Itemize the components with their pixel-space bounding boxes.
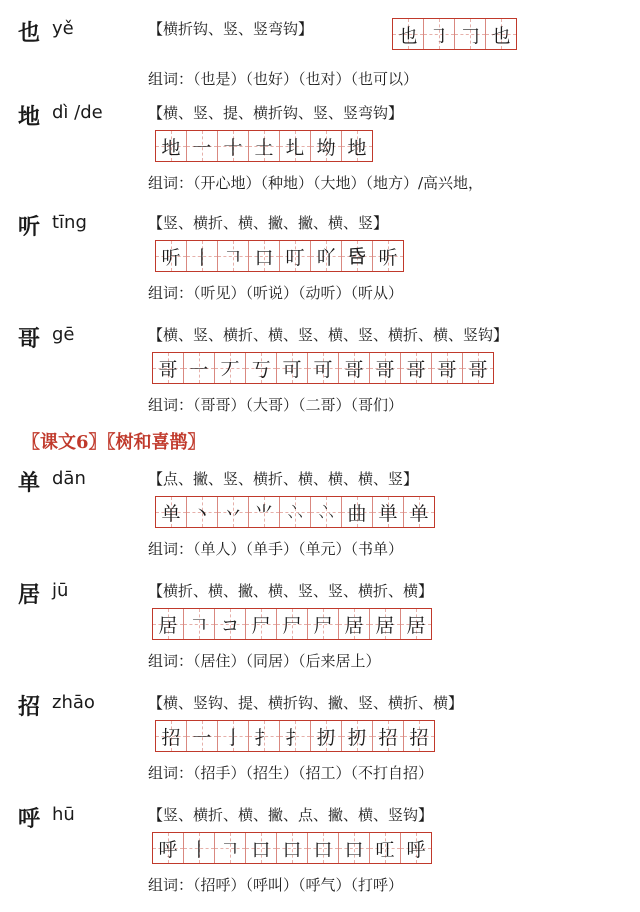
stroke-grid [392, 18, 517, 50]
lesson-title: 〖课文6〗〖树和喜鹊〗 [22, 432, 206, 453]
word-examples: 组词：（哥哥）（大哥）（二哥）（哥们） [148, 396, 404, 414]
grid-cell: 单 [156, 497, 187, 527]
grid-cell: 扌 [280, 721, 311, 751]
stroke-order: 【竖、横折、横、撇、点、撇、横、竖钩】 [148, 806, 434, 824]
grid-cell: 哥 [153, 353, 184, 383]
word-examples: 组词：（也是）（也好）（也对）（也可以） [148, 70, 419, 88]
grid-cell: 丶 [187, 497, 218, 527]
grid-cell: 口 [308, 833, 339, 863]
stroke-grid [155, 130, 373, 162]
entry-pinyin: dì /de [52, 102, 103, 123]
entry-pinyin: jū [52, 580, 69, 601]
stroke-order: 【点、撇、竖、横折、横、横、横、竖】 [148, 470, 419, 488]
entry-pinyin: dān [52, 468, 86, 489]
grid-cell: 曲 [342, 497, 373, 527]
grid-cell: 𠁼 [280, 497, 311, 527]
grid-cell: 尸 [277, 609, 308, 639]
grid-cell: 𠃍 [218, 241, 249, 271]
grid-cell: 十 [218, 131, 249, 161]
grid-cell: 哥 [339, 353, 370, 383]
entry-char: 居 [18, 583, 41, 608]
stroke-grid [155, 496, 435, 528]
grid-cell: 居 [370, 609, 401, 639]
entry-di [0, 96, 640, 208]
word-examples: 组词：（听见）（听说）（动听）（听从） [148, 284, 404, 302]
entry-char: 呼 [18, 807, 41, 832]
grid-cell: 哥 [370, 353, 401, 383]
grid-cell: 丨 [184, 833, 215, 863]
grid-cell: 丆 [215, 353, 246, 383]
grid-cell: 一 [187, 131, 218, 161]
grid-cell: 扨 [342, 721, 373, 751]
entry-pinyin: yě [52, 18, 74, 39]
grid-cell: 吖 [311, 241, 342, 271]
grid-cell: 可 [277, 353, 308, 383]
entry-char: 招 [18, 695, 41, 720]
grid-cell: 也 [393, 19, 424, 49]
grid-cell: 居 [153, 609, 184, 639]
grid-cell: 哥 [401, 353, 432, 383]
grid-cell: 地 [342, 131, 372, 161]
grid-cell: 单 [404, 497, 434, 527]
grid-cell: 土 [249, 131, 280, 161]
entry-pinyin: hū [52, 804, 75, 825]
stroke-grid [152, 352, 494, 384]
word-examples: 组词：（招呼）（呼叫）（呼气）（打呼） [148, 876, 404, 894]
grid-cell: 𠃍 [215, 833, 246, 863]
grid-cell: ⺌ [249, 497, 280, 527]
entry-pinyin: gē [52, 324, 75, 345]
stroke-grid [152, 832, 432, 864]
grid-cell: 也 [486, 19, 516, 49]
grid-cell: 一 [187, 721, 218, 751]
grid-cell: 𠯑 [342, 241, 373, 271]
grid-cell: 圠 [280, 131, 311, 161]
entry-char: 也 [18, 21, 41, 46]
entry-char: 哥 [18, 327, 41, 352]
entry-zhao [0, 686, 640, 798]
grid-cell: 居 [339, 609, 370, 639]
grid-cell: 尸 [246, 609, 277, 639]
stroke-order: 【横折钩、竖、竖弯钩】 [148, 20, 314, 38]
grid-cell: 尸 [308, 609, 339, 639]
stroke-grid [155, 240, 404, 272]
grid-cell: 哥 [463, 353, 493, 383]
grid-cell: 一 [184, 353, 215, 383]
word-examples: 组词：（开心地）（种地）（大地）（地方）/高兴地， [148, 174, 484, 192]
grid-cell: 居 [401, 609, 431, 639]
grid-cell: 呼 [401, 833, 431, 863]
grid-cell: 口 [339, 833, 370, 863]
grid-cell: 地 [156, 131, 187, 161]
grid-cell: 呼 [153, 833, 184, 863]
entry-char: 地 [18, 105, 41, 130]
entry-dan [0, 462, 640, 574]
grid-cell: 听 [373, 241, 403, 271]
grid-cell: 𠁼 [311, 497, 342, 527]
grid-cell: 𠃍 [184, 609, 215, 639]
grid-cell: 叿 [370, 833, 401, 863]
grid-cell: 叮 [280, 241, 311, 271]
entry-hu [0, 798, 640, 910]
entry-ju [0, 574, 640, 686]
grid-cell: 听 [156, 241, 187, 271]
stroke-order: 【竖、横折、横、撇、撇、横、竖】 [148, 214, 389, 232]
grid-cell: 招 [156, 721, 187, 751]
entry-pinyin: zhāo [52, 692, 95, 713]
grid-cell: 亅 [218, 721, 249, 751]
word-examples: 组词：（招手）（招生）（招工）（不打自招） [148, 764, 434, 782]
stroke-order: 【横、竖、提、横折钩、竖、竖弯钩】 [148, 104, 404, 122]
grid-cell: 𠃌 [455, 19, 486, 49]
grid-cell: 扌 [249, 721, 280, 751]
grid-cell: コ [215, 609, 246, 639]
grid-cell: 招 [373, 721, 404, 751]
stroke-order: 【横、竖、横折、横、竖、横、竖、横折、横、竖钩】 [148, 326, 509, 344]
grid-cell: 招 [404, 721, 434, 751]
stroke-grid [155, 720, 435, 752]
word-examples: 组词：（居住）（同居）（后来居上） [148, 652, 381, 670]
entry-char: 单 [18, 471, 41, 496]
grid-cell: 口 [277, 833, 308, 863]
entry-pinyin: tīng [52, 212, 87, 233]
grid-cell: 丨 [187, 241, 218, 271]
word-examples: 组词：（单人）（单手）（单元）（书单） [148, 540, 404, 558]
entry-ge [0, 318, 640, 430]
grid-cell: 口 [249, 241, 280, 271]
grid-cell: ㇆ [424, 19, 455, 49]
entry-ting [0, 206, 640, 318]
entry-char: 听 [18, 215, 41, 240]
stroke-grid [152, 608, 432, 640]
grid-cell: 哥 [432, 353, 463, 383]
grid-cell: 丷 [218, 497, 249, 527]
grid-cell: 可 [308, 353, 339, 383]
grid-cell: 坳 [311, 131, 342, 161]
stroke-order: 【横折、横、撇、横、竖、竖、横折、横】 [148, 582, 434, 600]
grid-cell: 扨 [311, 721, 342, 751]
grid-cell: 丂 [246, 353, 277, 383]
stroke-order: 【横、竖钩、提、横折钩、撇、竖、横折、横】 [148, 694, 464, 712]
grid-cell: 口 [246, 833, 277, 863]
grid-cell: 単 [373, 497, 404, 527]
